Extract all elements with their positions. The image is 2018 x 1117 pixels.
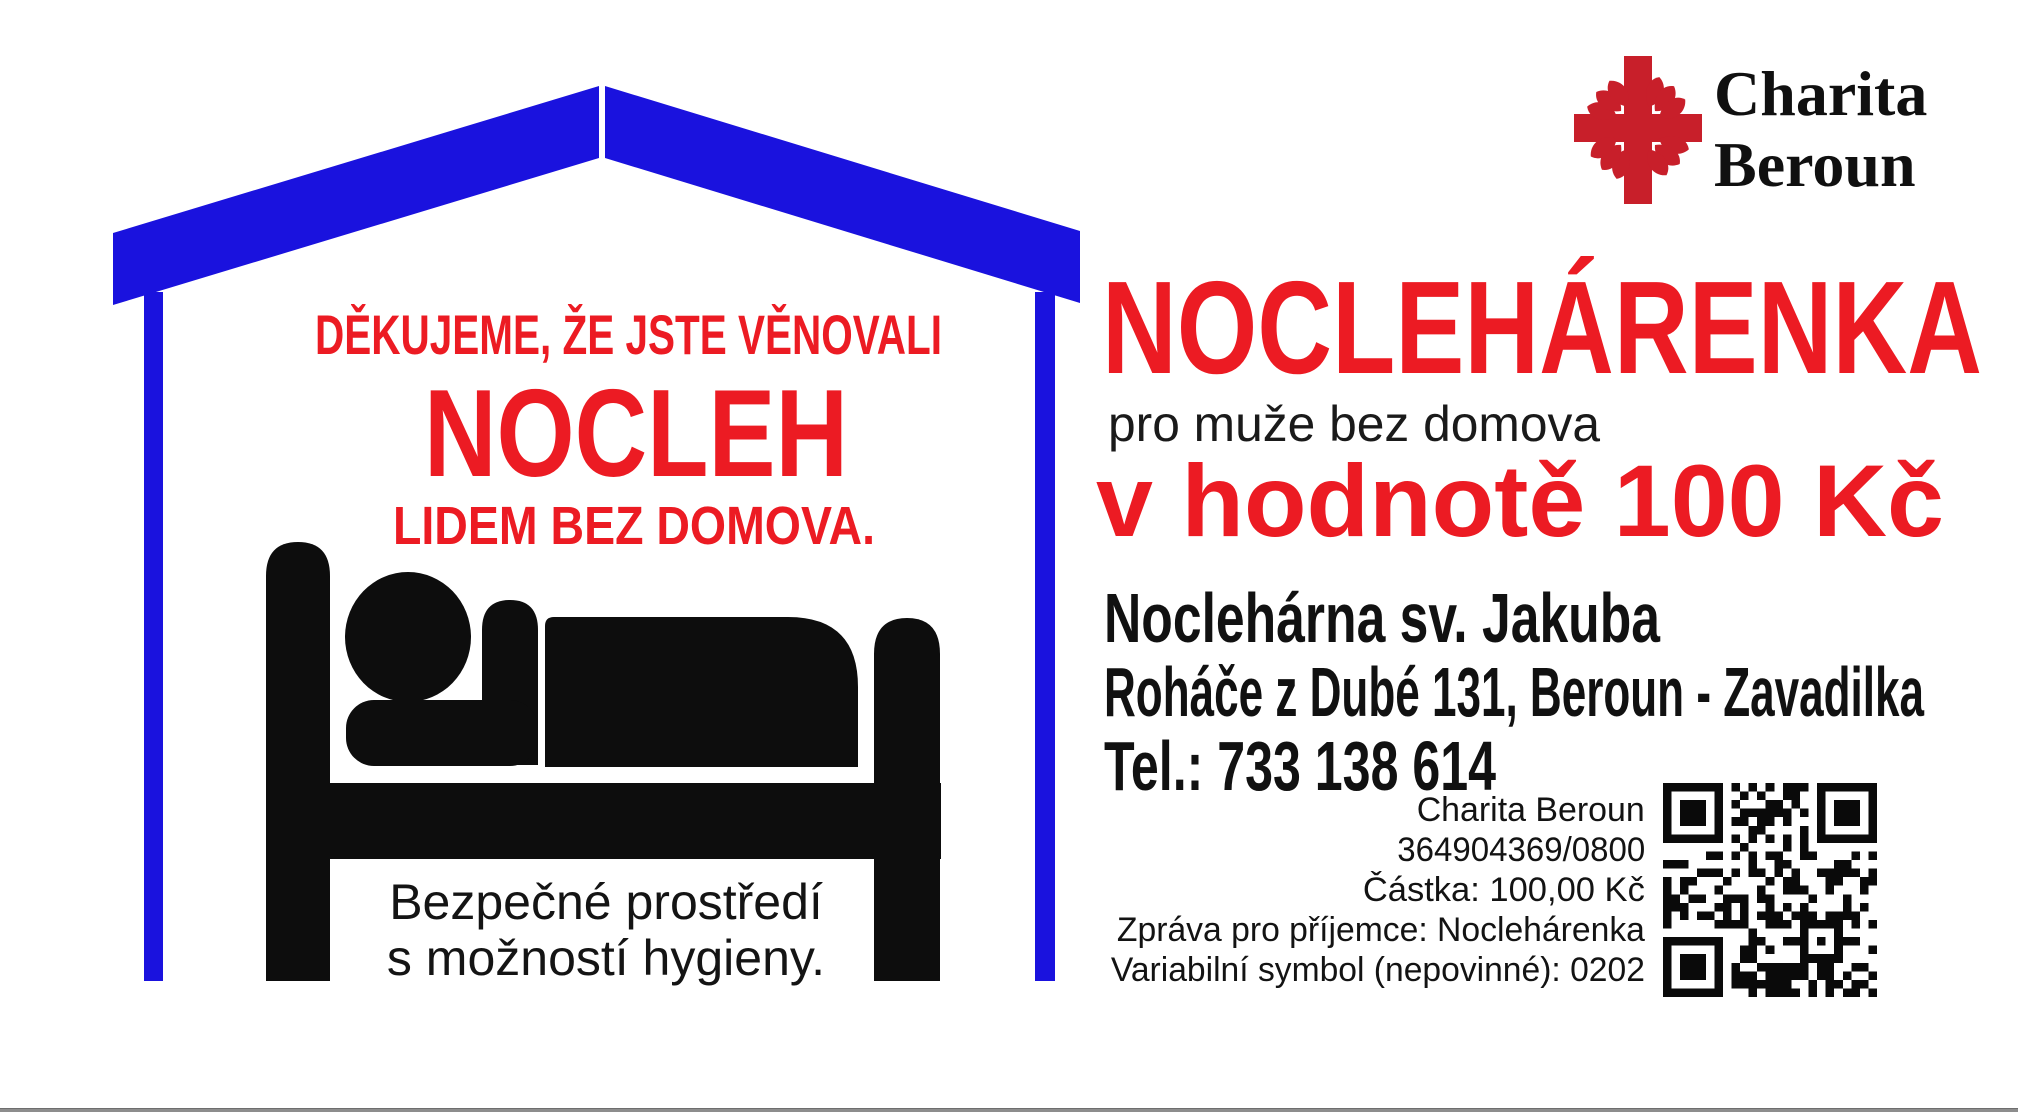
charita-beroun-wordmark [1714,58,1927,200]
audience-line: LIDEM BEZ DOMOVA. [393,496,875,556]
nocleh-word: NOCLEH [424,365,848,503]
thanks-line: DĚKUJEME, ŽE JSTE VĚNOVALI [315,303,942,366]
bed-headboard-post [266,542,330,981]
house-roof-left-beam [113,86,599,305]
house-roof-right-beam [605,86,1080,303]
bed-caption-line2: s možností hygieny. [386,930,826,986]
bottom-edge-line [0,1108,2018,1112]
payment-account: 364904369/0800 [1397,831,1645,869]
person-body-blanket [545,617,858,767]
bed-caption [340,874,872,986]
bed-frame-bar [266,783,941,859]
payment-message: Zpráva pro příjemce: Noclehárenka [1117,911,1645,949]
qr-code-pattern [1663,783,1877,997]
house-left-wall [144,292,163,981]
caritas-flame-cross-icon [1568,52,1708,207]
house-right-wall [1035,292,1055,981]
shelter-address: Roháče z Dubé 131, Beroun - Zavadilka [1104,653,1924,731]
shelter-name: Noclehárna sv. Jakuba [1104,579,1660,657]
wordmark-line2: Beroun [1714,129,1916,200]
qr-code [1663,783,1877,997]
payment-details [1095,790,1645,990]
voucher-value: v hodnotě 100 Kč [1096,444,1944,558]
voucher-subtitle: pro muže bez domova [1108,396,1600,452]
bed-caption-line1: Bezpečné prostředí [389,874,823,930]
person-head [345,572,471,702]
payment-amount: Částka: 100,00 Kč [1363,871,1645,909]
payment-variable-symbol: Variabilní symbol (nepovinné): 0202 [1111,951,1645,989]
voucher-title: NOCLEHÁRENKA [1102,254,1982,401]
payment-recipient: Charita Beroun [1417,791,1645,829]
wordmark-line1: Charita [1714,58,1928,129]
shelter-phone: Tel.: 733 138 614 [1104,727,1496,805]
person-arm-lower [346,700,538,766]
